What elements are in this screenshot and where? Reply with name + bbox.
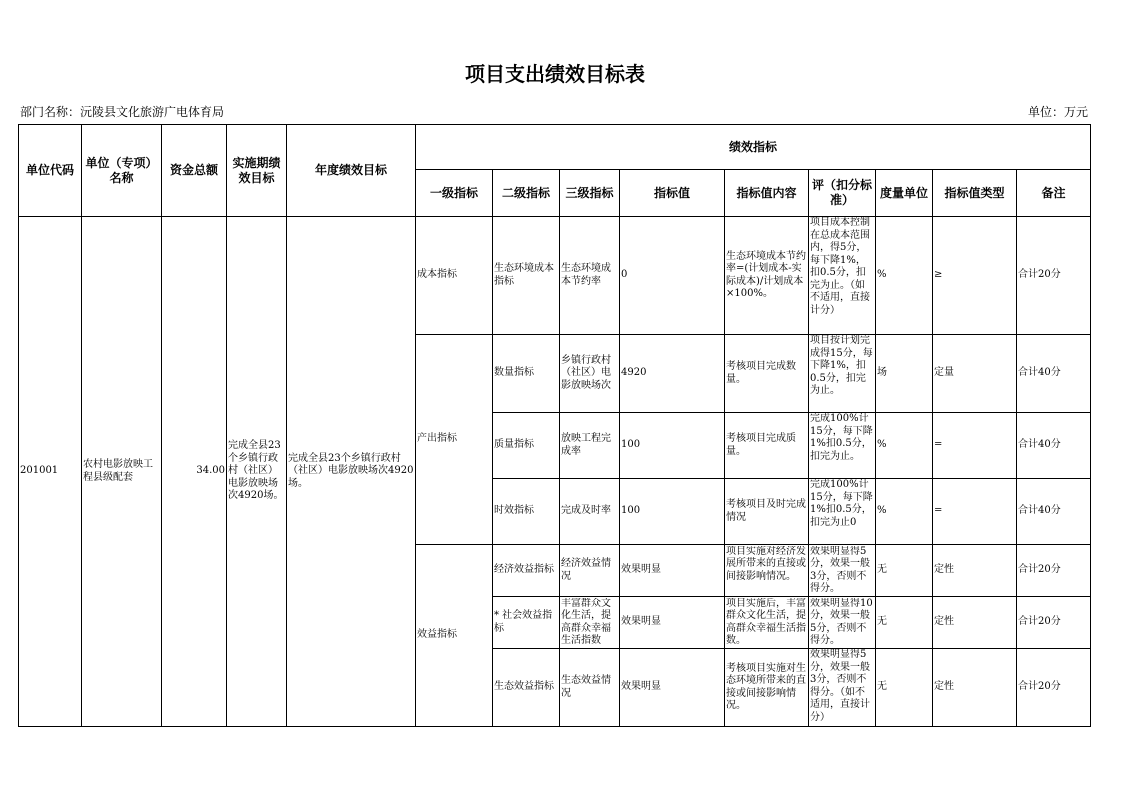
project-funds: 34.00	[162, 217, 227, 727]
indicator-content: 考核项目完成质量。	[725, 413, 809, 479]
indicator-content: 项目实施对经济发展所带来的直接或间接影响情况。	[725, 545, 809, 597]
level2: 生态效益指标	[493, 649, 560, 727]
level2: 时效指标	[493, 479, 560, 545]
remark: 合计20分	[1017, 597, 1091, 649]
value-type: =	[933, 479, 1017, 545]
level3: 经济效益情况	[560, 545, 620, 597]
scoring-standard: 完成100%计15分，每下降1%扣0.5分，扣完为止0	[809, 479, 876, 545]
level3: 放映工程完成率	[560, 413, 620, 479]
remark: 合计40分	[1017, 413, 1091, 479]
level1-output: 产出指标	[416, 335, 493, 545]
measure-unit: %	[876, 413, 933, 479]
header-level2: 二级指标	[493, 170, 560, 217]
level2: 经济效益指标	[493, 545, 560, 597]
measure-unit: 无	[876, 545, 933, 597]
remark: 合计40分	[1017, 479, 1091, 545]
level3: 乡镇行政村（社区）电影放映场次	[560, 335, 620, 413]
value-type: 定性	[933, 545, 1017, 597]
measure-unit: 无	[876, 649, 933, 727]
remark: 合计20分	[1017, 649, 1091, 727]
project-annual-goal: 完成全县23个乡镇行政村（社区）电影放映场次4920场。	[287, 217, 416, 727]
scoring-standard: 效果明显得5分，效果一般3分，否则不得分。（如不适用，直接计分）	[809, 649, 876, 727]
header-measure-unit: 度量单位	[876, 170, 933, 217]
level3: 生态环境成本节约率	[560, 217, 620, 335]
level2: 生态环境成本指标	[493, 217, 560, 335]
header-level1: 一级指标	[416, 170, 493, 217]
indicator-content: 考核项目完成数量。	[725, 335, 809, 413]
level2: 数量指标	[493, 335, 560, 413]
indicator-content: 生态环境成本节约率=(计划成本-实际成本)/计划成本×100%。	[725, 217, 809, 335]
scoring-standard: 项目按计划完成得15分，每下降1%，扣0.5分，扣完为止。	[809, 335, 876, 413]
level3: 生态效益情况	[560, 649, 620, 727]
department-name: 部门名称：沅陵县文化旅游广电体育局	[20, 105, 225, 119]
scoring-standard: 效果明显得5分，效果一般3分，否则不得分。	[809, 545, 876, 597]
header-remark: 备注	[1017, 170, 1091, 217]
header-content: 指标值内容	[725, 170, 809, 217]
indicator-value: 100	[620, 413, 725, 479]
value-type: 定量	[933, 335, 1017, 413]
measure-unit: %	[876, 217, 933, 335]
value-type: =	[933, 413, 1017, 479]
indicator-value: 效果明显	[620, 545, 725, 597]
header-unit-name: 单位（专项）名称	[82, 125, 162, 217]
level1-cost: 成本指标	[416, 217, 493, 335]
indicator-content: 考核项目实施对生态环境所带来的直接或间接影响情况。	[725, 649, 809, 727]
value-type: 定性	[933, 597, 1017, 649]
indicator-value: 效果明显	[620, 597, 725, 649]
remark: 合计40分	[1017, 335, 1091, 413]
header-level3: 三级指标	[560, 170, 620, 217]
currency-unit: 单位：万元	[1027, 105, 1088, 119]
project-name: 农村电影放映工程县级配套	[82, 217, 162, 727]
header-annual-goal: 年度绩效目标	[287, 125, 416, 217]
project-period-goal: 完成全县23个乡镇行政村（社区）电影放映场次4920场。	[227, 217, 287, 727]
project-code: 201001	[19, 217, 82, 727]
remark: 合计20分	[1017, 545, 1091, 597]
level3: 完成及时率	[560, 479, 620, 545]
measure-unit: %	[876, 479, 933, 545]
level3: 丰富群众文化生活，提高群众幸福生活指数	[560, 597, 620, 649]
remark: 合计20分	[1017, 217, 1091, 335]
indicator-value: 100	[620, 479, 725, 545]
indicator-value: 0	[620, 217, 725, 335]
level2: * 社会效益指标	[493, 597, 560, 649]
header-performance: 绩效指标	[416, 125, 1091, 170]
header-value-type: 指标值类型	[933, 170, 1017, 217]
performance-table	[18, 124, 1091, 727]
indicator-value: 效果明显	[620, 649, 725, 727]
table-row	[19, 217, 1091, 335]
level2: 质量指标	[493, 413, 560, 479]
header-unit-code: 单位代码	[19, 125, 82, 217]
header-scoring: 评（扣分标准）	[809, 170, 876, 217]
scoring-standard: 完成100%计15分，每下降1%扣0.5分，扣完为止。	[809, 413, 876, 479]
measure-unit: 无	[876, 597, 933, 649]
level1-benefit: 效益指标	[416, 545, 493, 727]
scoring-standard: 项目成本控制在总成本范围内，得5分，每下降1%，扣0.5分，扣完为止。（如不适用，直接计分）	[809, 217, 876, 335]
measure-unit: 场	[876, 335, 933, 413]
indicator-value: 4920	[620, 335, 725, 413]
scoring-standard: 效果明显得10分，效果一般5分，否则不得分。	[809, 597, 876, 649]
header-total-funds: 资金总额	[162, 125, 227, 217]
indicator-content: 考核项目及时完成情况	[725, 479, 809, 545]
indicator-content: 项目实施后，丰富群众文化生活，提高群众幸福生活指数。	[725, 597, 809, 649]
page-title: 项目支出绩效目标表	[465, 62, 645, 86]
value-type: 定性	[933, 649, 1017, 727]
header-value: 指标值	[620, 170, 725, 217]
header-period-goal: 实施期绩效目标	[227, 125, 287, 217]
value-type: ≥	[933, 217, 1017, 335]
